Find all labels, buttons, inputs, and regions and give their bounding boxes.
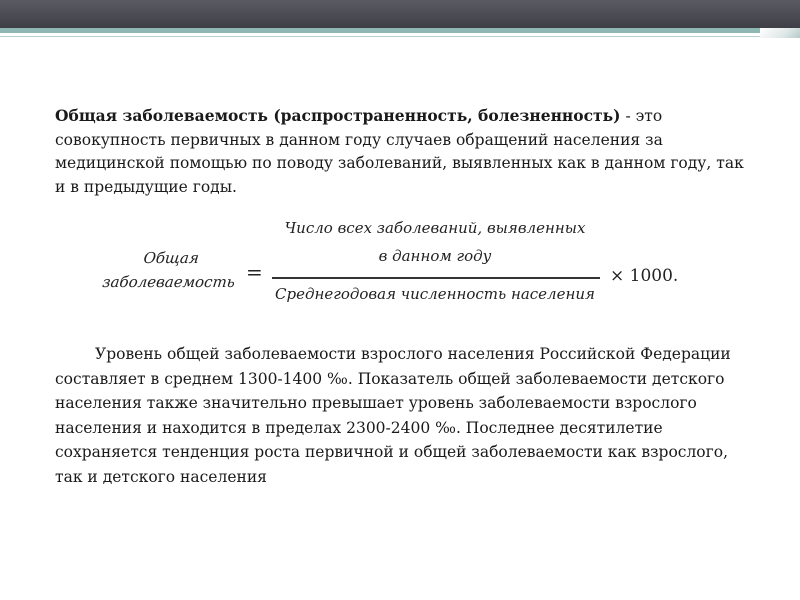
morbidity-formula [100,214,700,314]
header-accent-line [0,28,800,33]
morbidity-level-paragraph: Уровень общей заболеваемости взрослого населения Российской Федерации составляет в среднем 1300-1400 ‰. Показатель общей заболеваемости детского населения также значительно превышает уровень заболеваемости взрослого населения и находится в пределах 2300-2400 ‰. Последнее десятилетие сохраняется тенденция роста первичной и общей заболеваемости как взрослого, так и детского населения [55,345,731,486]
formula-lhs: Общая заболеваемость [101,249,236,291]
definition-text: - это совокупность первичных в данном году случаев обращений населения за медицинской помощью по поводу заболеваний, выявленных как в данном году, так и в предыдущие годы. [55,107,744,196]
formula-multiplier: × 1000. [610,266,679,286]
header-corner-curl [760,28,800,38]
formula-denominator: Среднегодовая численность населения [275,285,595,303]
formula-numerator-line1: Число всех заболеваний, выявленных [284,219,586,237]
formula-numerator-line2: в данном году [378,247,492,265]
slide-header-bar [0,0,800,28]
definition-term: Общая заболеваемость (распространенность, болезненность) [55,106,621,125]
header-divider [0,36,800,37]
fraction-bar [272,277,600,279]
formula-equals: = [246,260,263,284]
definition-paragraph [55,104,755,199]
